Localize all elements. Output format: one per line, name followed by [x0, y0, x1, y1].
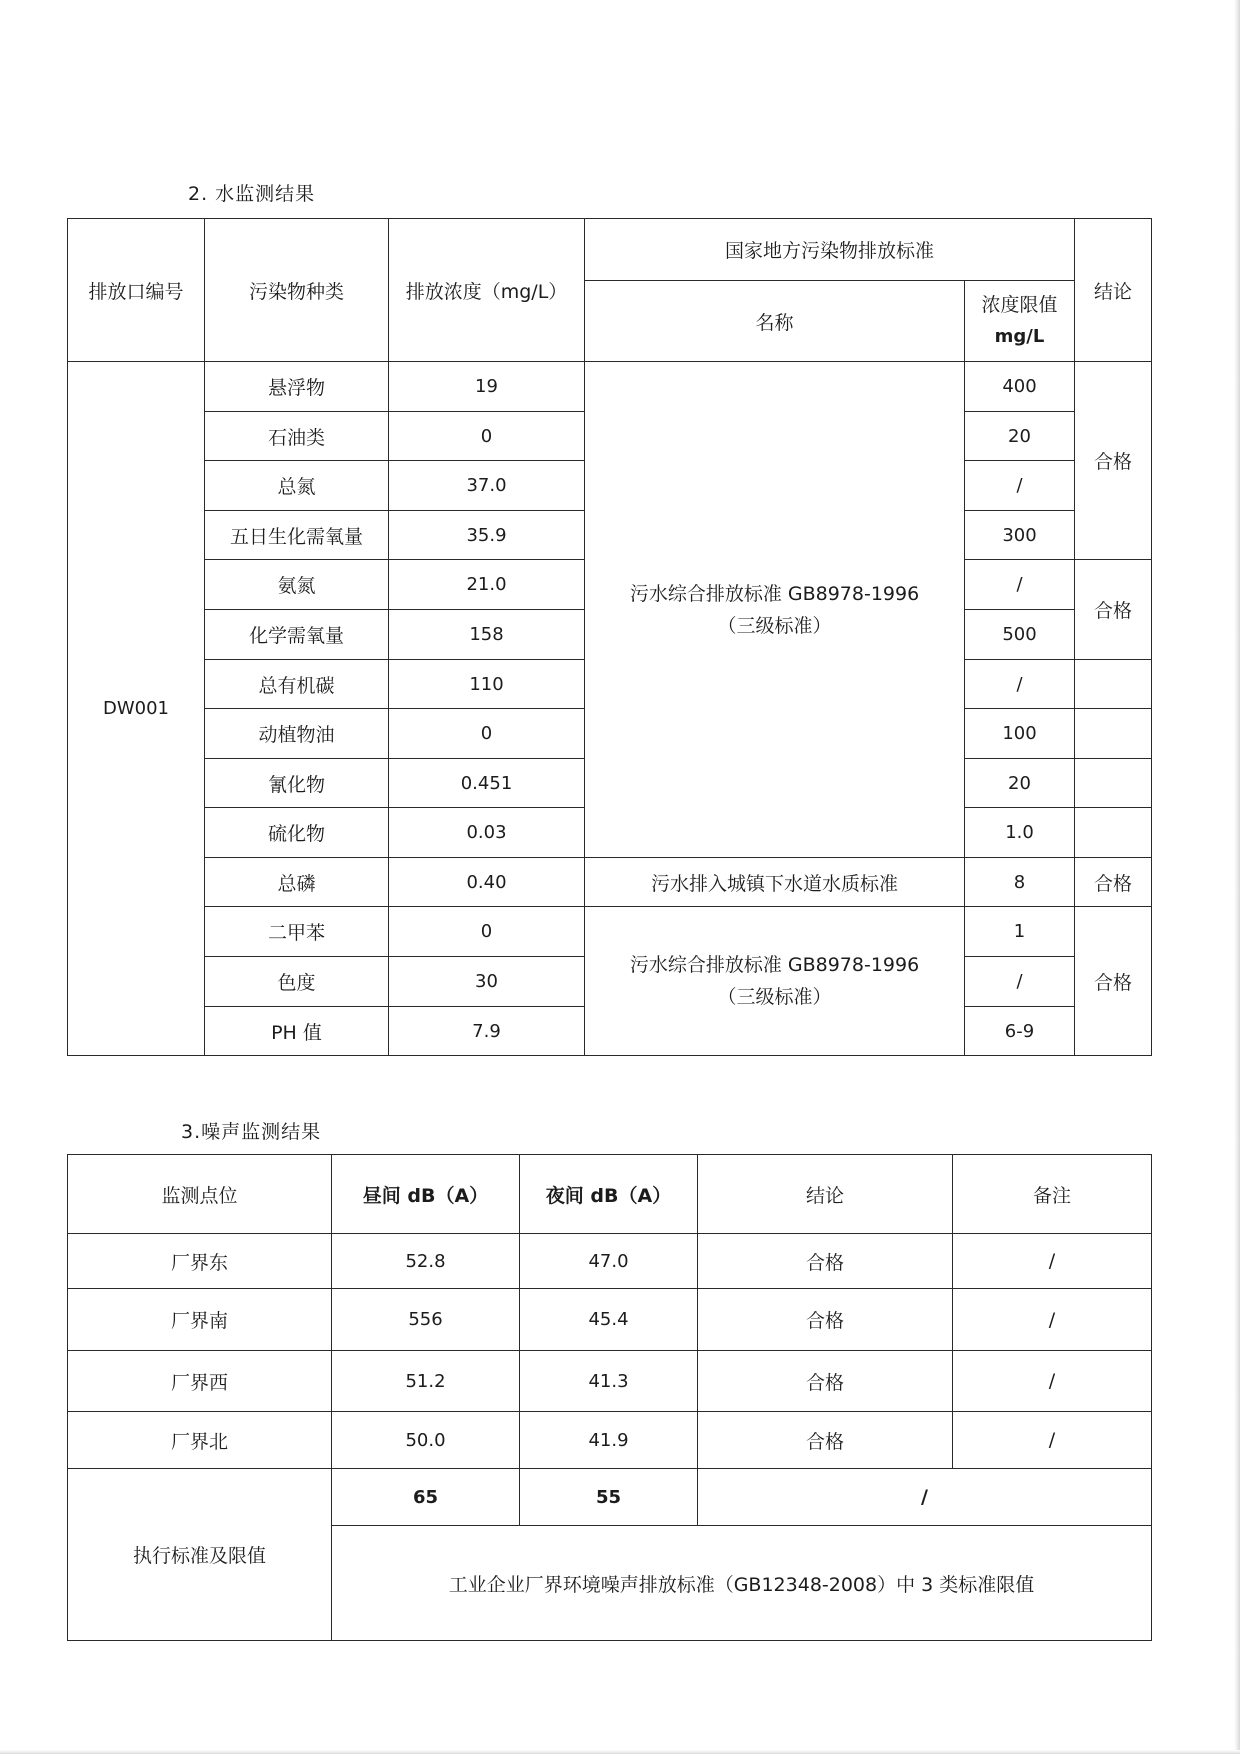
- noise-day-limit: 65: [332, 1469, 520, 1526]
- noise-monitoring-table: [67, 1154, 1152, 1641]
- concentration-value: 21.0: [389, 560, 585, 610]
- noise-section-title: 3.噪声监测结果: [181, 1121, 322, 1143]
- header-standard-name: 名称: [585, 281, 965, 362]
- noise-header-point: 监测点位: [68, 1155, 332, 1234]
- water-section-title: 2. 水监测结果: [188, 183, 316, 205]
- standard-comprehensive-a: [585, 362, 965, 858]
- conclusion-empty: [1075, 660, 1152, 709]
- noise-remark: /: [953, 1234, 1152, 1289]
- table-row: [68, 1351, 1152, 1412]
- pollutant-name: 总氮: [205, 461, 389, 511]
- conclusion-empty: [1075, 808, 1152, 858]
- pollutant-name: 悬浮物: [205, 362, 389, 412]
- table-row: [68, 858, 1152, 907]
- concentration-value: 0.03: [389, 808, 585, 858]
- header-limit-unit: mg/L: [994, 326, 1045, 347]
- noise-point: 厂界北: [68, 1412, 332, 1469]
- concentration-value: 0: [389, 709, 585, 759]
- noise-day-value: 556: [332, 1289, 520, 1351]
- noise-night-value: 47.0: [520, 1234, 698, 1289]
- header-outlet: 排放口编号: [68, 219, 205, 362]
- limit-value: 8: [965, 858, 1075, 907]
- pollutant-name: PH 值: [205, 1007, 389, 1056]
- noise-conclusion: 合格: [698, 1351, 953, 1412]
- scan-shadow-bottom: [0, 1750, 1240, 1754]
- standard-comprehensive-a-line1: 污水综合排放标准 GB8978-1996: [629, 582, 920, 605]
- noise-day-value: 52.8: [332, 1234, 520, 1289]
- scan-shadow-right: [1234, 0, 1240, 1754]
- noise-night-value: 45.4: [520, 1289, 698, 1351]
- noise-limit-other: /: [698, 1469, 1152, 1526]
- pollutant-name: 二甲苯: [205, 907, 389, 957]
- limit-value: 500: [965, 610, 1075, 660]
- pollutant-name: 总有机碳: [205, 660, 389, 709]
- outlet-id: DW001: [68, 362, 205, 1056]
- limit-value: 6-9: [965, 1007, 1075, 1056]
- noise-header-day: 昼间 dB（A）: [332, 1155, 520, 1234]
- limit-value: 20: [965, 759, 1075, 808]
- water-monitoring-table: [67, 218, 1152, 1056]
- noise-night-limit: 55: [520, 1469, 698, 1526]
- concentration-value: 0: [389, 907, 585, 957]
- header-conclusion: 结论: [1075, 219, 1152, 362]
- noise-standard-label: 执行标准及限值: [68, 1469, 332, 1641]
- conclusion-group1: 合格: [1075, 362, 1152, 560]
- standard-comprehensive-a-line2: （三级标准）: [717, 614, 832, 637]
- header-pollutant: 污染物种类: [205, 219, 389, 362]
- concentration-value: 158: [389, 610, 585, 660]
- limit-value: 400: [965, 362, 1075, 412]
- conclusion-group2: 合格: [1075, 560, 1152, 660]
- noise-point: 厂界南: [68, 1289, 332, 1351]
- limit-value: 1: [965, 907, 1075, 957]
- noise-conclusion: 合格: [698, 1234, 953, 1289]
- conclusion-group3: 合格: [1075, 907, 1152, 1056]
- table-row: [68, 907, 1152, 957]
- limit-value: /: [965, 957, 1075, 1007]
- concentration-value: 110: [389, 660, 585, 709]
- concentration-value: 7.9: [389, 1007, 585, 1056]
- concentration-value: 0.40: [389, 858, 585, 907]
- noise-header-night: 夜间 dB（A）: [520, 1155, 698, 1234]
- pollutant-name: 硫化物: [205, 808, 389, 858]
- noise-remark: /: [953, 1289, 1152, 1351]
- noise-remark: /: [953, 1412, 1152, 1469]
- standard-sewer: 污水排入城镇下水道水质标准: [585, 858, 965, 907]
- noise-remark: /: [953, 1351, 1152, 1412]
- pollutant-name: 五日生化需氧量: [205, 511, 389, 560]
- table-row: [68, 1234, 1152, 1289]
- noise-point: 厂界东: [68, 1234, 332, 1289]
- concentration-value: 37.0: [389, 461, 585, 511]
- noise-night-value: 41.9: [520, 1412, 698, 1469]
- concentration-value: 19: [389, 362, 585, 412]
- conclusion-empty: [1075, 759, 1152, 808]
- limit-value: /: [965, 560, 1075, 610]
- conclusion-phosphorus: 合格: [1075, 858, 1152, 907]
- pollutant-name: 化学需氧量: [205, 610, 389, 660]
- header-concentration: 排放浓度（mg/L）: [389, 219, 585, 362]
- concentration-value: 30: [389, 957, 585, 1007]
- conclusion-empty: [1075, 709, 1152, 759]
- noise-conclusion: 合格: [698, 1412, 953, 1469]
- noise-header-remark: 备注: [953, 1155, 1152, 1234]
- limit-value: 300: [965, 511, 1075, 560]
- pollutant-name: 总磷: [205, 858, 389, 907]
- limit-value: 20: [965, 412, 1075, 461]
- limit-value: 1.0: [965, 808, 1075, 858]
- table-row: [68, 362, 1152, 412]
- limit-value: 100: [965, 709, 1075, 759]
- pollutant-name: 石油类: [205, 412, 389, 461]
- noise-point: 厂界西: [68, 1351, 332, 1412]
- standard-comprehensive-b-line1: 污水综合排放标准 GB8978-1996: [629, 954, 920, 976]
- noise-conclusion: 合格: [698, 1289, 953, 1351]
- limit-value: /: [965, 660, 1075, 709]
- standard-comprehensive-b-line2: （三级标准）: [717, 986, 832, 1008]
- noise-header-conclusion: 结论: [698, 1155, 953, 1234]
- pollutant-name: 动植物油: [205, 709, 389, 759]
- table-row: [68, 1412, 1152, 1469]
- noise-night-value: 41.3: [520, 1351, 698, 1412]
- noise-day-value: 51.2: [332, 1351, 520, 1412]
- concentration-value: 0: [389, 412, 585, 461]
- noise-day-value: 50.0: [332, 1412, 520, 1469]
- limit-value: /: [965, 461, 1075, 511]
- standard-comprehensive-b: [585, 907, 965, 1056]
- pollutant-name: 色度: [205, 957, 389, 1007]
- concentration-value: 35.9: [389, 511, 585, 560]
- concentration-value: 0.451: [389, 759, 585, 808]
- table-row: [68, 1289, 1152, 1351]
- noise-standard-description: 工业企业厂界环境噪声排放标准（GB12348-2008）中 3 类标准限值: [332, 1526, 1152, 1641]
- header-limit: [965, 281, 1075, 362]
- pollutant-name: 氨氮: [205, 560, 389, 610]
- header-standard-group: 国家地方污染物排放标准: [585, 219, 1075, 281]
- pollutant-name: 氰化物: [205, 759, 389, 808]
- header-limit-label: 浓度限值: [981, 294, 1058, 316]
